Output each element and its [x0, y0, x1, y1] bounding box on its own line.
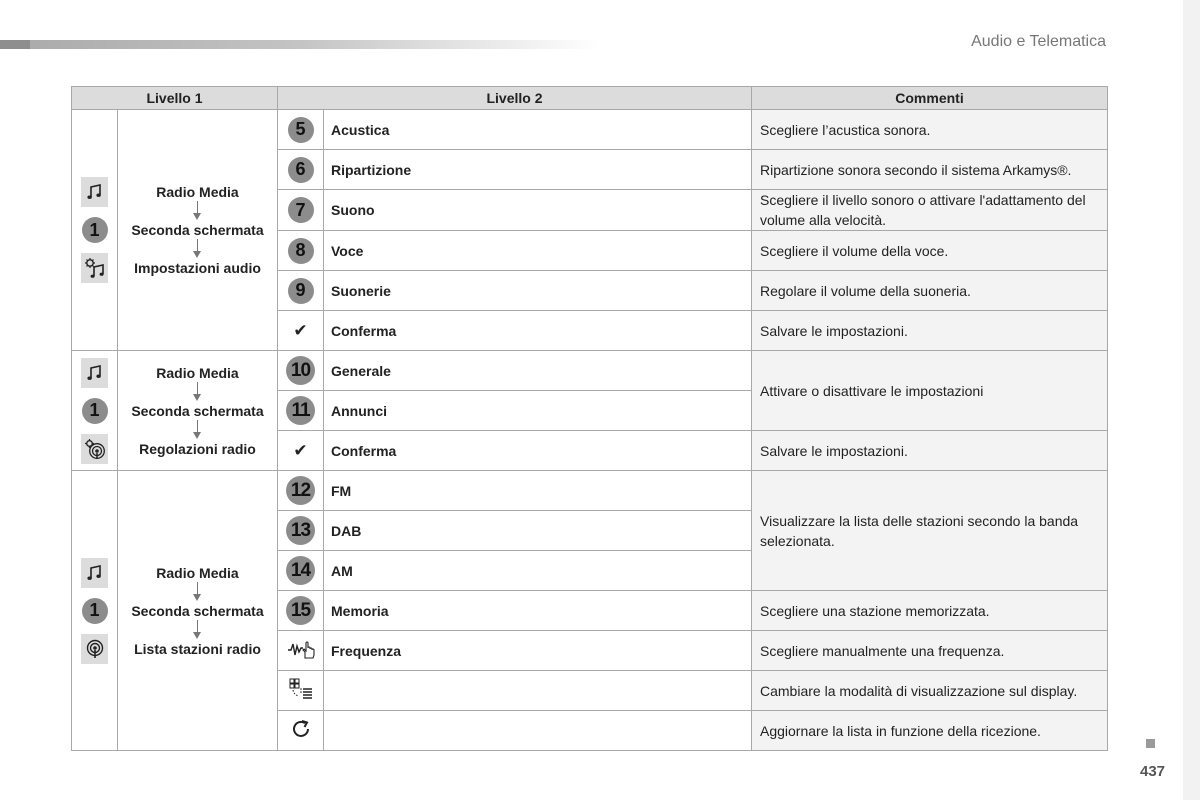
number-13-badge: 13 — [286, 516, 315, 545]
number-6-badge: 6 — [288, 157, 314, 183]
badge-cell — [278, 311, 324, 351]
row-comment: Ripartizione sonora secondo il sistema Arkamys®. — [752, 150, 1108, 190]
page-marker — [1146, 739, 1155, 748]
row-comment: Salvare le impostazioni. — [752, 431, 1108, 471]
badge-cell — [278, 150, 324, 190]
row-label: Memoria — [324, 591, 752, 631]
row-label — [324, 671, 752, 711]
page-edge-strip — [1183, 0, 1200, 800]
down-arrow-icon — [193, 382, 203, 402]
row-comment: Regolare il volume della suoneria. — [752, 271, 1108, 311]
row-label: Acustica — [324, 110, 752, 150]
row-label — [324, 711, 752, 751]
path-radio-media: Radio Media — [156, 564, 239, 581]
row-label: Suono — [324, 190, 752, 231]
badge-cell — [278, 711, 324, 751]
level1-icons-cell — [72, 471, 118, 751]
row-comment: Scegliere manualmente una frequenza. — [752, 631, 1108, 671]
row-label: Conferma — [324, 431, 752, 471]
radio-settings-icon — [81, 434, 108, 464]
number-1-badge: 1 — [82, 598, 108, 624]
row-label: Conferma — [324, 311, 752, 351]
refresh-icon — [289, 717, 313, 741]
badge-cell — [278, 351, 324, 391]
level1-icons-cell — [72, 110, 118, 351]
path-second-screen: Seconda schermata — [131, 602, 264, 619]
badge-cell — [278, 391, 324, 431]
page-number: 437 — [1140, 763, 1166, 780]
badge-cell — [278, 511, 324, 551]
table-row — [72, 110, 1108, 150]
level1-path-cell — [118, 351, 278, 471]
down-arrow-icon — [193, 582, 203, 602]
frequency-hand-icon — [287, 639, 315, 659]
badge-cell — [278, 271, 324, 311]
path-station-list: Lista stazioni radio — [134, 640, 261, 657]
path-second-screen: Seconda schermata — [131, 222, 264, 238]
row-label: Annunci — [324, 391, 752, 431]
number-10-badge: 10 — [286, 356, 315, 385]
row-comment: Visualizzare la lista delle stazioni secondo la banda selezionata. — [752, 471, 1108, 591]
level1-path-cell — [118, 110, 278, 351]
table-header-row — [72, 87, 1108, 110]
number-1-badge: 1 — [82, 398, 108, 424]
path-audio-settings: Impostazioni audio — [134, 260, 261, 276]
row-comment: Cambiare la modalità di visualizzazione sul display. — [752, 671, 1108, 711]
display-mode-icon — [288, 678, 314, 700]
row-comment: Aggiornare la lista in funzione della ricezione. — [752, 711, 1108, 751]
down-arrow-icon — [193, 201, 203, 221]
number-1-badge: 1 — [82, 217, 108, 243]
row-comment: Salvare le impostazioni. — [752, 311, 1108, 351]
section-title: Audio e Telematica — [971, 33, 1106, 50]
number-5-badge: 5 — [288, 117, 314, 143]
audio-settings-icon — [81, 253, 108, 283]
row-label: Suonerie — [324, 271, 752, 311]
music-note-icon — [81, 558, 108, 588]
row-label: Frequenza — [324, 631, 752, 671]
row-comment: Scegliere l’acustica sonora. — [752, 110, 1108, 150]
table-row — [72, 351, 1108, 391]
down-arrow-icon — [193, 420, 203, 440]
number-12-badge: 12 — [286, 476, 315, 505]
badge-cell — [278, 671, 324, 711]
number-7-badge: 7 — [288, 197, 314, 223]
music-note-icon — [81, 177, 108, 207]
badge-cell — [278, 471, 324, 511]
badge-cell — [278, 110, 324, 150]
number-14-badge: 14 — [286, 556, 315, 585]
checkmark-icon: ✔ — [293, 440, 308, 460]
level1-icons-cell — [72, 351, 118, 471]
path-radio-media: Radio Media — [156, 364, 239, 381]
row-comment: Scegliere il livello sonoro o attivare l'adattamento del volume alla velocità. — [752, 190, 1108, 231]
row-label: AM — [324, 551, 752, 591]
row-label: Voce — [324, 231, 752, 271]
badge-cell — [278, 431, 324, 471]
row-label: FM — [324, 471, 752, 511]
number-15-badge: 15 — [286, 596, 315, 625]
row-comment: Scegliere una stazione memorizzata. — [752, 591, 1108, 631]
path-radio-media: Radio Media — [156, 184, 239, 200]
badge-cell — [278, 231, 324, 271]
settings-table — [71, 86, 1108, 751]
table-row — [72, 471, 1108, 511]
path-radio-settings: Regolazioni radio — [139, 440, 256, 457]
badge-cell — [278, 190, 324, 231]
row-label: Ripartizione — [324, 150, 752, 190]
row-comment: Scegliere il volume della voce. — [752, 231, 1108, 271]
number-11-badge: 11 — [286, 396, 315, 425]
music-note-icon — [81, 358, 108, 388]
down-arrow-icon — [193, 239, 203, 259]
radio-station-icon — [81, 634, 108, 664]
header-level2: Livello 2 — [278, 87, 752, 110]
down-arrow-icon — [193, 620, 203, 640]
path-second-screen: Seconda schermata — [131, 402, 264, 419]
checkmark-icon: ✔ — [293, 320, 308, 340]
header-decorative-bar — [0, 40, 600, 49]
number-9-badge: 9 — [288, 278, 314, 304]
number-8-badge: 8 — [288, 238, 314, 264]
level1-path-cell — [118, 471, 278, 751]
row-comment: Attivare o disattivare le impostazioni — [752, 351, 1108, 431]
badge-cell — [278, 551, 324, 591]
header-comments: Commenti — [752, 87, 1108, 110]
row-label: DAB — [324, 511, 752, 551]
row-label: Generale — [324, 351, 752, 391]
header-level1: Livello 1 — [72, 87, 278, 110]
badge-cell — [278, 591, 324, 631]
badge-cell — [278, 631, 324, 671]
